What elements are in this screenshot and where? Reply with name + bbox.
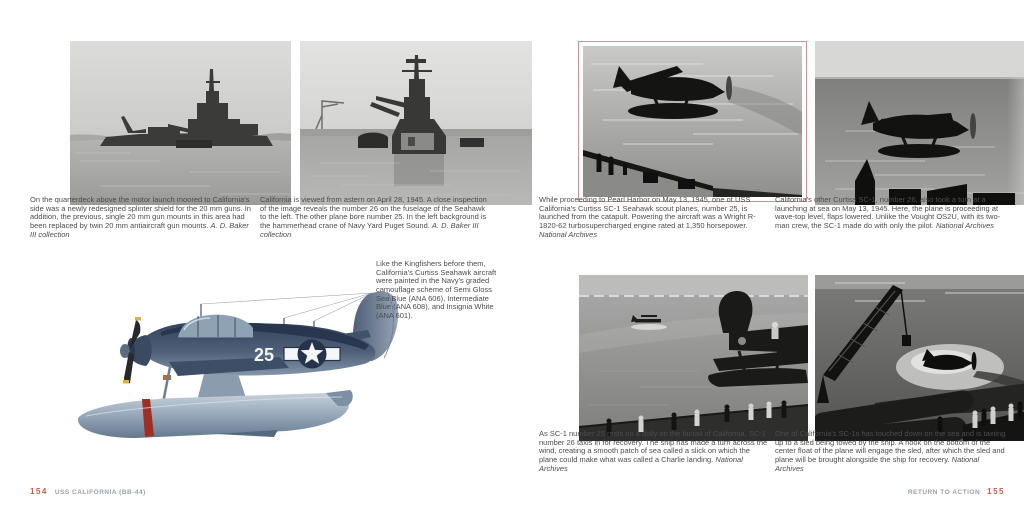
caption-wavetop xyxy=(775,196,1006,231)
caption-text: As SC-1 number 25 rests on a dolly on the fantail of California, SC-1 number 26 taxis in for recovery. The ship has made a turn across the wind, creating a smooth patch of sea called a slick on which the plane could make what was called a Charlie landing. xyxy=(539,429,768,465)
photo-artwork xyxy=(300,41,532,205)
running-title-right: RETURN TO ACTION xyxy=(907,489,981,496)
main-float xyxy=(78,390,353,438)
running-title-left: USS CALIFORNIA (BB-44) xyxy=(54,489,146,496)
illustration-sc1-profile xyxy=(66,266,408,472)
photo-inner xyxy=(583,46,802,197)
illustration-artwork xyxy=(66,266,408,472)
caption-text: California is viewed from astern on April 28, 1945. A close inspection of the image reveals the number 26 on the fuselage of the Seahawk to the left. The other plane bore number 25. In the left background is the hammerhead crane of Navy Yard Puget Sound. xyxy=(260,195,487,231)
caption-fantail-recovery xyxy=(539,430,770,473)
caption-text: California's other Curtiss SC-1, number 26, also took a turn at a launching at sea on May 13, 1945. Here, the plane is proceeding at wave-top level, flaps lowered. Unlike the Vought OS2U, with its two-man crew, the SC-1 made do with only the pilot. xyxy=(775,195,1001,231)
photo-artwork xyxy=(579,275,808,441)
page-number-left: 154 xyxy=(30,487,48,496)
caption-battleship-broadside xyxy=(30,196,253,239)
caption-credit: A. D. Baker III collection xyxy=(260,221,479,239)
page-number-right: 155 xyxy=(987,487,1005,496)
caption-illustration xyxy=(376,260,498,321)
caption-text: One of California's SC-1s has touched down on the sea and is taxiing up to a sled being towed by the ship. A hook on the bottom of the center float of the plane will engage the sled, after which the sled and plane will be brought alongside the ship for recovery. xyxy=(775,429,1006,465)
canopy xyxy=(178,315,253,338)
photo-artwork xyxy=(815,41,1024,205)
photo-sc1-catapult-launch xyxy=(578,41,807,202)
photo-battleship-astern xyxy=(300,41,532,205)
aircraft-marking-number: 25 xyxy=(254,345,275,365)
photo-sc1-wavetop xyxy=(815,41,1024,205)
photo-battleship-broadside xyxy=(70,41,291,205)
caption-credit: National Archives xyxy=(539,229,598,239)
caption-credit: National Archives xyxy=(775,455,980,473)
caption-credit: National Archives xyxy=(935,221,995,231)
caption-catapult-launch xyxy=(539,196,770,239)
footer-right xyxy=(908,487,1005,496)
caption-credit: A. D. Baker III collection xyxy=(30,221,249,239)
photo-artwork xyxy=(583,46,802,197)
caption-text: While proceeding to Pearl Harbor on May 13, 1945, one of USS California's Curtiss SC-1 Seahawk scout planes, number 25, is launched from the catapult. Powering the aircraft was a Wright R-1820-62 turbosupercharged engine rated at 1,350 horsepower. xyxy=(539,195,756,231)
photo-sc1-sled-recovery xyxy=(815,275,1024,441)
footer-left xyxy=(30,487,146,496)
caption-credit: National Archives xyxy=(539,455,743,473)
photo-artwork xyxy=(70,41,291,205)
photo-sc1-fantail-recovery xyxy=(579,275,808,441)
caption-battleship-astern xyxy=(260,196,490,239)
caption-sled-recovery xyxy=(775,430,1006,473)
caption-text: On the quarterdeck above the motor launch moored to California's side was a newly redesigned splinter shield for the 20 mm guns. In addition, the previous, single 20 mm gun mounts in this area had been replaced by twin 20 mm antiaircraft gun mounts. xyxy=(30,195,251,231)
caption-text: Like the Kingfishers before them, California's Curtiss Seahawk aircraft were painted in the Navy's graded camouflage scheme of Semi Gloss Sea Blue (ANA 606), Intermediate Blue (ANA 608), and Insignia White (ANA 601). xyxy=(376,259,497,321)
photo-artwork xyxy=(815,275,1024,441)
